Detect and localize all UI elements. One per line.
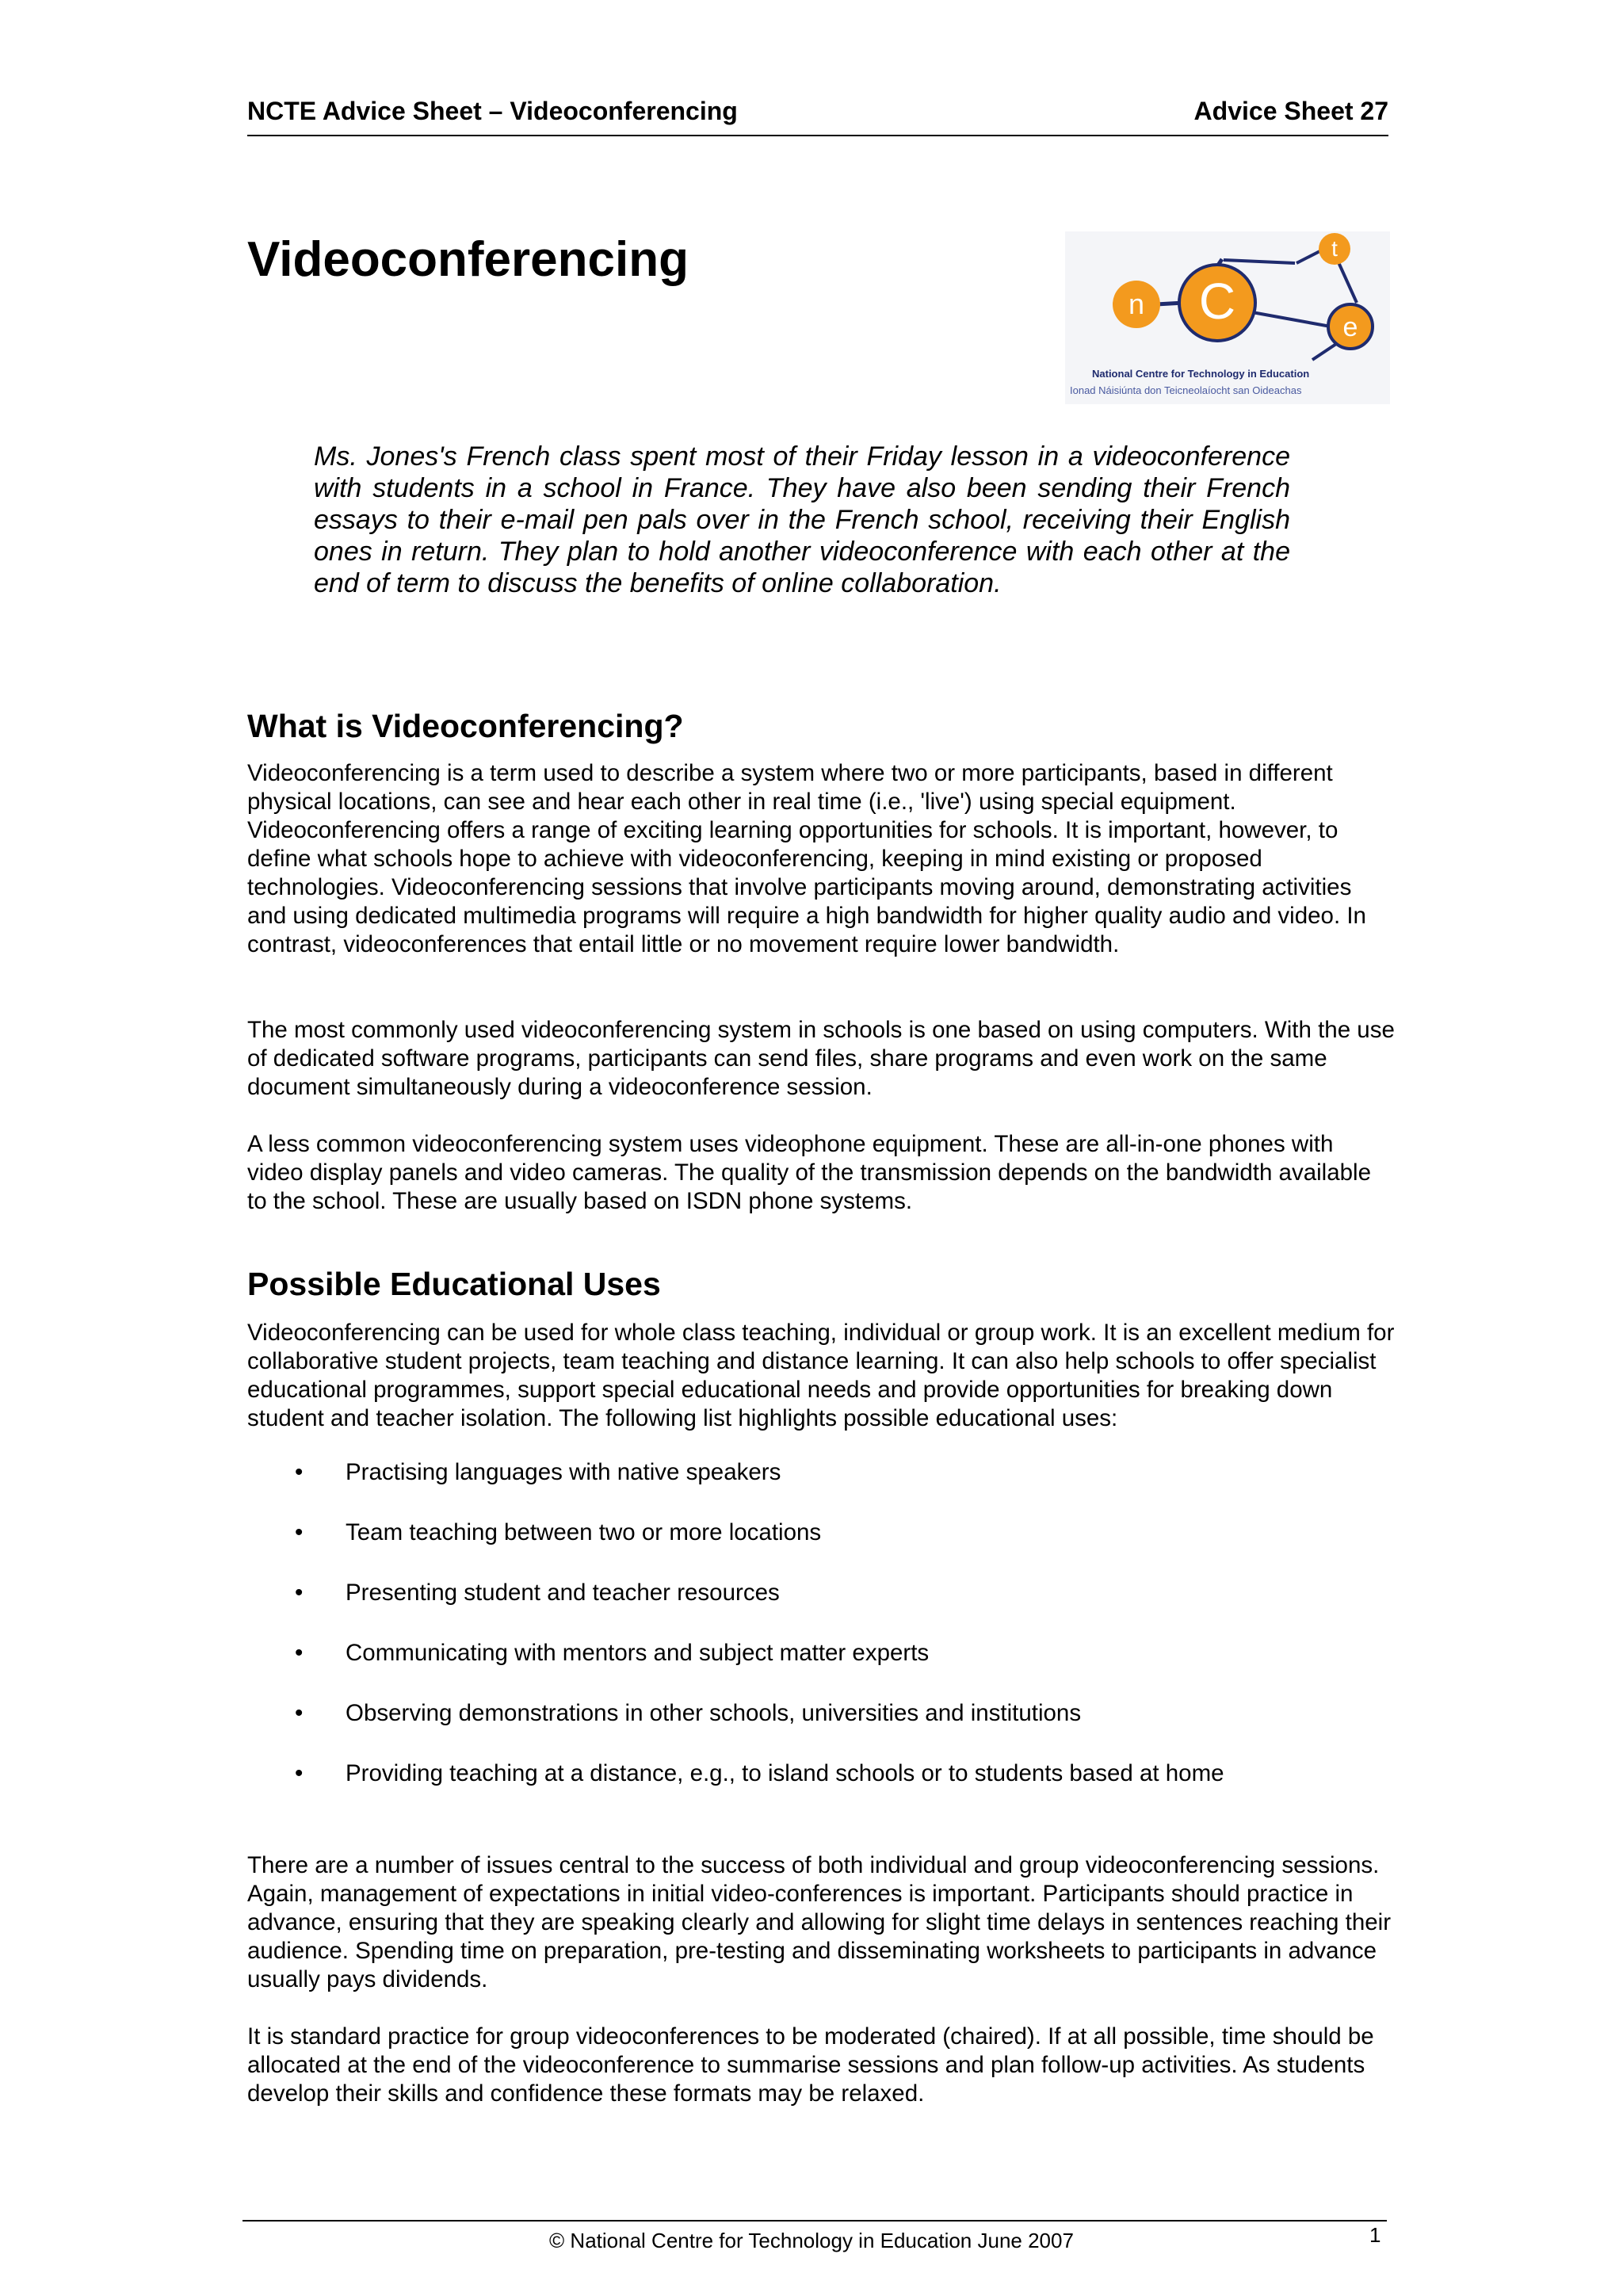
logo-letter-t: t xyxy=(1331,236,1338,261)
bullet-marker: • xyxy=(295,1760,304,1786)
list-item xyxy=(247,1579,1395,1639)
paragraph-definition: Videoconferencing is a term used to describe a system where two or more participants, based in different physical locations, can see and hear each other in real time (i.e., 'live') using special equipment. Videoconferencing offers a range of exciting learning opportunities for schools. It is important, however, to define what schools hope to achieve with videoconferencing, keeping in mind existing or proposed technologies. Videoconferencing sessions that involve participants moving around, demonstrating activities and using dedicated multimedia programs will require a high bandwidth for higher quality audio and video. In contrast, videoconferences that entail little or no movement require lower bandwidth. xyxy=(247,760,1366,957)
paragraph-moderation: It is standard practice for group videoconferences to be moderated (chaired). If at all possible, time should be allocated at the end of the videoconference to summarise sessions and plan follow-up activities. As students develop their skills and confidence these formats may be relaxed. xyxy=(247,2023,1374,2107)
logo-letter-e: e xyxy=(1342,312,1358,342)
logo-irish-name: Ionad Náisiúnta don Teicneolaíocht san Oideachas xyxy=(1070,384,1302,396)
page-header xyxy=(247,97,1388,136)
list-item-text: Presenting student and teacher resources xyxy=(346,1580,780,1606)
list-item xyxy=(247,1699,1395,1759)
bullet-marker: • xyxy=(295,1519,304,1545)
ncte-logo xyxy=(1065,231,1390,404)
logo-english-name: National Centre for Technology in Education xyxy=(1092,368,1310,380)
logo-letter-n: n xyxy=(1128,288,1145,320)
section-heading-educational-uses: Possible Educational Uses xyxy=(247,1266,661,1302)
bullet-marker: • xyxy=(295,1700,304,1726)
list-item-text: Team teaching between two or more locations xyxy=(346,1519,822,1545)
section-heading-what-is: What is Videoconferencing? xyxy=(247,708,684,744)
header-document-title: NCTE Advice Sheet – Videoconferencing xyxy=(247,97,738,125)
list-item xyxy=(247,1759,1395,1820)
paragraph-success-issues: There are a number of issues central to the success of both individual and group videoconferencing sessions. Again, management of expectations in initial video-conferences is important. Participants should practice in advance, ensuring that they are speaking clearly and allowing for slight time delays in sentences reaching their audience. Spending time on preparation, pre-testing and disseminating worksheets to participants in advance usually pays dividends. xyxy=(247,1852,1392,1992)
logo-letter-c: C xyxy=(1198,273,1236,330)
list-item xyxy=(247,1519,1395,1579)
header-sheet-number: Advice Sheet 27 xyxy=(1193,97,1388,125)
paragraph-uses-intro: Videoconferencing can be used for whole class teaching, individual or group work. It is an excellent medium for collaborative student projects, team teaching and distance learning. It can also help schools to offer specialist educational programmes, support special educational needs and provide opportunities for breaking down student and teacher isolation. The following list highlights possible educational uses: xyxy=(247,1320,1395,1431)
list-item-text: Observing demonstrations in other schools, universities and institutions xyxy=(346,1700,1082,1726)
bullet-marker: • xyxy=(295,1459,304,1485)
uses-list xyxy=(247,1458,1395,1820)
page-number: 1 xyxy=(1369,2223,1381,2247)
paragraph-computer-systems: The most commonly used videoconferencing system in schools is one based on using computers. With the use of dedicated software programs, participants can send files, share programs and even work on the same document simultaneously during a videoconference session. xyxy=(247,1017,1395,1100)
footer-copyright: © National Centre for Technology in Education June 2007 xyxy=(549,2229,1074,2252)
page-title: Videoconferencing xyxy=(247,232,689,287)
paragraph-videophone: A less common videoconferencing system uses videophone equipment. These are all-in-one phones with video display panels and video cameras. The quality of the transmission depends on the bandwidth available to the school. These are usually based on ISDN phone systems. xyxy=(247,1131,1371,1214)
bullet-marker: • xyxy=(295,1580,304,1606)
list-item-text: Practising languages with native speakers xyxy=(346,1459,781,1485)
footer-divider xyxy=(242,2220,1387,2222)
list-item-text: Providing teaching at a distance, e.g., to island schools or to students based at home xyxy=(346,1760,1224,1786)
intro-scenario: Ms. Jones's French class spent most of their Friday lesson in a videoconference with students in a school in France. They have also been sending their French essays to their e-mail pen pals over in the French school, receiving their English ones in return. They plan to hold another videoconference with each other at the end of term to discuss the benefits of online collaboration. xyxy=(314,441,1290,598)
bullet-marker: • xyxy=(295,1640,304,1666)
list-item xyxy=(247,1639,1395,1699)
list-item-text: Communicating with mentors and subject matter experts xyxy=(346,1640,930,1666)
list-item xyxy=(247,1458,1395,1519)
